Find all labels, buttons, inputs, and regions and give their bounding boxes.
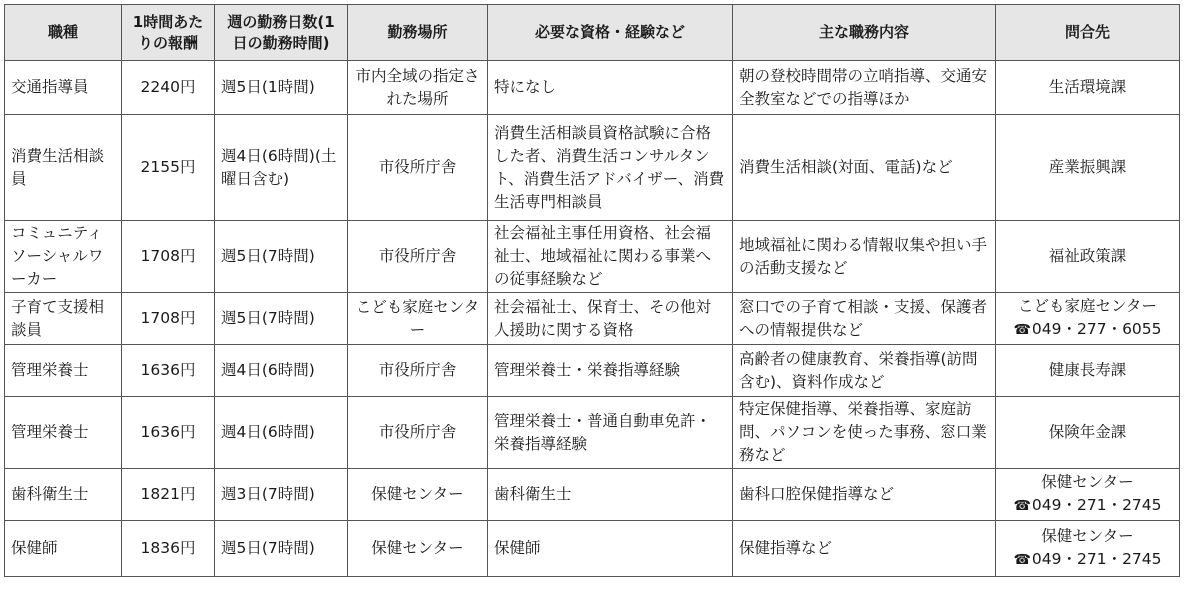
- table-row: [5, 345, 1180, 397]
- work-place-cell: 市役所庁舎: [348, 115, 488, 221]
- header-qualification: 必要な資格・経験など: [488, 5, 733, 61]
- duties-cell: 消費生活相談(対面、電話)など: [733, 115, 996, 221]
- table-row: [5, 521, 1180, 577]
- contact-department: 生活環境課: [1048, 78, 1127, 96]
- contact-cell: [996, 345, 1180, 397]
- telephone-icon: ☎: [1013, 552, 1031, 568]
- header-duties: 主な職務内容: [733, 5, 996, 61]
- qualification-cell: 保健師: [488, 521, 733, 577]
- work-days-cell: 週5日(7時間): [215, 521, 348, 577]
- phone-number: 049・271・2745: [1031, 496, 1162, 514]
- qualification-cell: 消費生活相談員資格試験に合格した者、消費生活コンサルタント、消費生活アドバイザー、消費生活専門相談員: [488, 115, 733, 221]
- job-title-cell: 保健師: [5, 521, 122, 577]
- contact-department: 保健センター: [1041, 527, 1134, 545]
- job-title-cell: 子育て支援相談員: [5, 293, 122, 345]
- header-contact: 問合先: [996, 5, 1180, 61]
- header-pay: 1時間あたりの報酬: [122, 5, 215, 61]
- contact-department: 健康長寿課: [1048, 361, 1127, 379]
- job-title-cell: 管理栄養士: [5, 397, 122, 469]
- header-row: [5, 5, 1180, 61]
- header-place: 勤務場所: [348, 5, 488, 61]
- job-title-cell: コミュニティソーシャルワーカー: [5, 221, 122, 293]
- work-place-cell: こども家庭センター: [348, 293, 488, 345]
- table-row: [5, 469, 1180, 521]
- contact-cell: [996, 293, 1180, 345]
- telephone-icon: ☎: [1013, 498, 1031, 514]
- work-place-cell: 市役所庁舎: [348, 221, 488, 293]
- work-days-cell: 週4日(6時間): [215, 345, 348, 397]
- phone-number: 049・271・2745: [1031, 550, 1162, 568]
- contact-cell: [996, 521, 1180, 577]
- qualification-cell: 管理栄養士・普通自動車免許・栄養指導経験: [488, 397, 733, 469]
- duties-cell: 保健指導など: [733, 521, 996, 577]
- work-place-cell: 保健センター: [348, 521, 488, 577]
- job-title-cell: 交通指導員: [5, 61, 122, 115]
- qualification-cell: 管理栄養士・栄養指導経験: [488, 345, 733, 397]
- pay-cell: 1708円: [122, 293, 215, 345]
- duties-cell: 歯科口腔保健指導など: [733, 469, 996, 521]
- table-body: [5, 61, 1180, 577]
- work-place-cell: 保健センター: [348, 469, 488, 521]
- duties-cell: 地域福祉に関わる情報収集や担い手の活動支援など: [733, 221, 996, 293]
- duties-cell: 高齢者の健康教育、栄養指導(訪問含む)、資料作成など: [733, 345, 996, 397]
- work-place-cell: 市役所庁舎: [348, 397, 488, 469]
- contact-cell: [996, 61, 1180, 115]
- header-days: 週の勤務日数(1日の勤務時間): [215, 5, 348, 61]
- job-title-cell: 歯科衛生士: [5, 469, 122, 521]
- pay-cell: 1636円: [122, 345, 215, 397]
- qualification-cell: 社会福祉主事任用資格、社会福祉士、地域福祉に関わる事業への従事経験など: [488, 221, 733, 293]
- table-row: [5, 293, 1180, 345]
- phone-number: 049・277・6055: [1031, 320, 1162, 338]
- work-days-cell: 週5日(7時間): [215, 293, 348, 345]
- work-days-cell: 週4日(6時間): [215, 397, 348, 469]
- contact-phone: [1002, 494, 1173, 518]
- header-job: 職種: [5, 5, 122, 61]
- job-title-cell: 管理栄養士: [5, 345, 122, 397]
- table-row: [5, 397, 1180, 469]
- qualification-cell: 歯科衛生士: [488, 469, 733, 521]
- pay-cell: 1636円: [122, 397, 215, 469]
- qualification-cell: 特になし: [488, 61, 733, 115]
- qualification-cell: 社会福祉士、保育士、その他対人援助に関する資格: [488, 293, 733, 345]
- contact-department: 保健センター: [1041, 473, 1134, 491]
- work-days-cell: 週5日(1時間): [215, 61, 348, 115]
- pay-cell: 1821円: [122, 469, 215, 521]
- job-listing-table: [4, 4, 1180, 577]
- work-days-cell: 週5日(7時間): [215, 221, 348, 293]
- contact-department: 保険年金課: [1048, 423, 1127, 441]
- contact-phone: [1002, 548, 1173, 572]
- duties-cell: 特定保健指導、栄養指導、家庭訪問、パソコンを使った事務、窓口業務など: [733, 397, 996, 469]
- contact-cell: [996, 469, 1180, 521]
- pay-cell: 2155円: [122, 115, 215, 221]
- contact-cell: [996, 221, 1180, 293]
- contact-cell: [996, 115, 1180, 221]
- work-days-cell: 週3日(7時間): [215, 469, 348, 521]
- telephone-icon: ☎: [1013, 322, 1031, 338]
- table-row: [5, 61, 1180, 115]
- work-place-cell: 市役所庁舎: [348, 345, 488, 397]
- pay-cell: 1708円: [122, 221, 215, 293]
- duties-cell: 朝の登校時間帯の立哨指導、交通安全教室などでの指導ほか: [733, 61, 996, 115]
- contact-department: こども家庭センター: [1018, 297, 1157, 315]
- contact-cell: [996, 397, 1180, 469]
- contact-department: 産業振興課: [1048, 158, 1127, 176]
- job-title-cell: 消費生活相談員: [5, 115, 122, 221]
- contact-department: 福祉政策課: [1048, 247, 1127, 265]
- work-days-cell: 週4日(6時間)(土曜日含む): [215, 115, 348, 221]
- pay-cell: 1836円: [122, 521, 215, 577]
- pay-cell: 2240円: [122, 61, 215, 115]
- table-row: [5, 221, 1180, 293]
- contact-phone: [1002, 318, 1173, 342]
- table-row: [5, 115, 1180, 221]
- duties-cell: 窓口での子育て相談・支援、保護者への情報提供など: [733, 293, 996, 345]
- work-place-cell: 市内全域の指定された場所: [348, 61, 488, 115]
